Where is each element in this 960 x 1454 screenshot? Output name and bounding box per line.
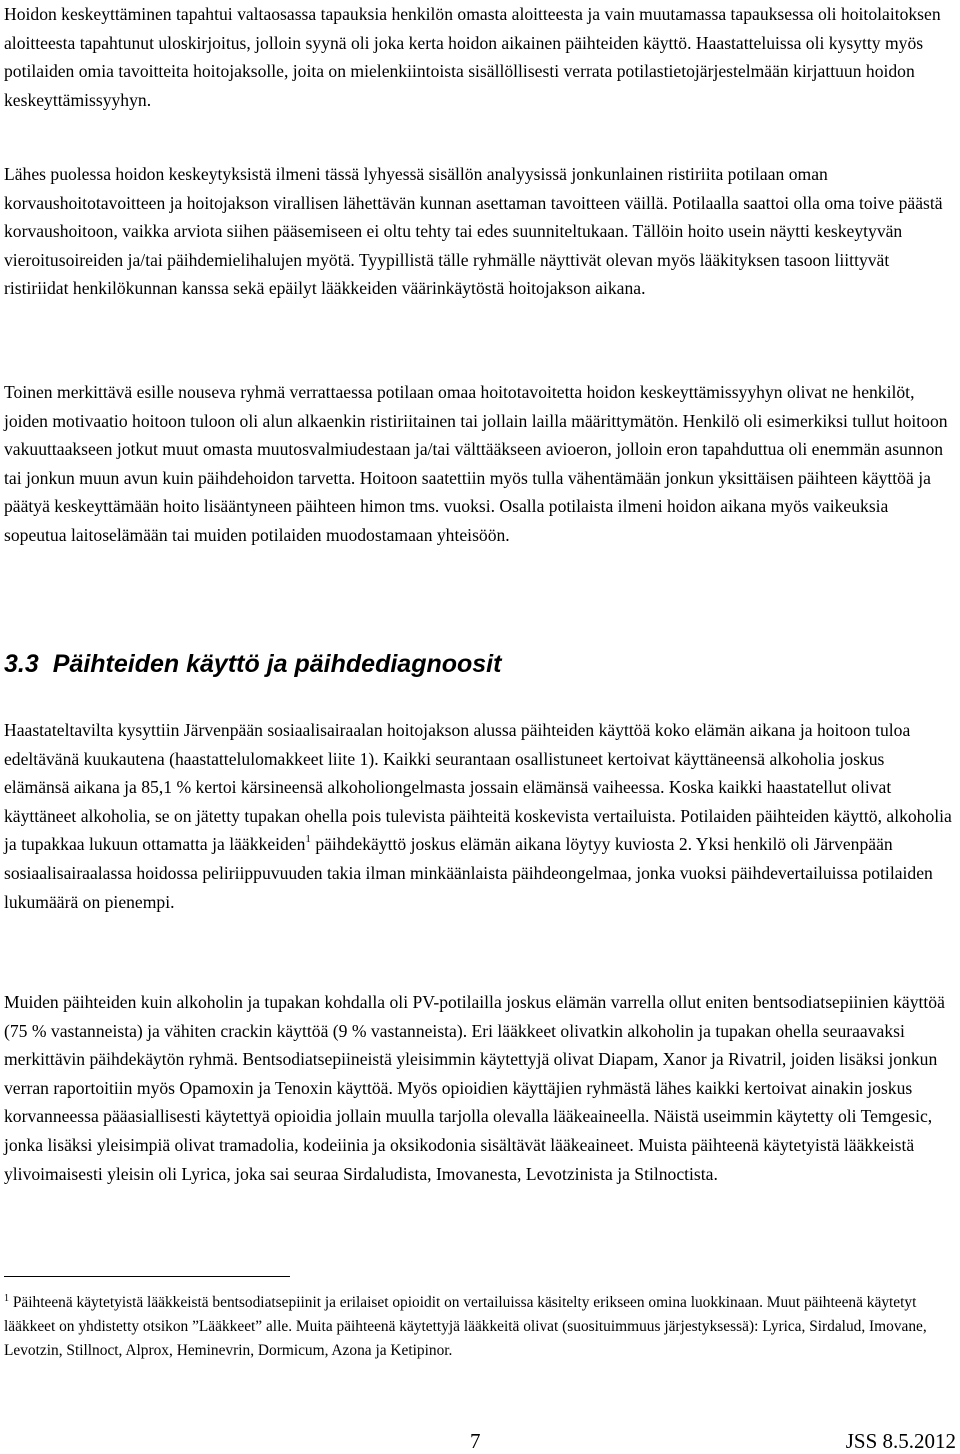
section-paragraph-2: Muiden päihteiden kuin alkoholin ja tupakan kohdalla oli PV-potilailla joskus elämän varrella ollut eniten bentsodiatsepiinien käyttöä (75 % vastanneista) ja vähiten crackin käyttöä (9 % vastanneista). Eri lääkkeet olivatkin alkoholin ja tupakan ohella seuraavaksi merkittävin päihdekäytön ryhmä. Bentsodiatsepiineistä yleisimmin käytettyjä olivat Diapam, Xanor ja Rivatril, joiden lisäksi jonkun verran raportoitiin myös Opamoxin ja Tenoxin käyttöä. Myös opioidien käyttäjien ryhmästä lähes kaikki kertoivat ainakin joskus korvanneessa pääasiallisesti käytettyä opioidia jollain muulla tarjolla olevalla lääkeaineella. Näistä useimmin käytetty oli Temgesic, jonka lisäksi yleisimpiä olivat tramadolia, kodeiinia ja oksikodonia sisältävät lääkeaineet. Muista päihteenä käytetyistä lääkkeistä ylivoimaisesti yleisin oli Lyrica, joka sai seuraa Sirdaludista, Imovanesta, Levotzinista ja Stilnoctista. [4,992,945,1184]
section-paragraph-1 [4,716,954,916]
body-paragraph-2: Lähes puolessa hoidon keskeytyksistä ilmeni tässä lyhyessä sisällön analyysissä jonkunlainen ristiriita potilaan oman korvaushoitotavoitteen ja hoitojakson virallisen lähettävän kunnan asettaman tavoitteen väillä. Potilaalla saattoi olla oma toive päästä korvaushoitoon, vaikka arviota siihen pääsemiseen ei oltu tehty tai edes suunniteltukaan. Tällöin hoito usein näytti keskeytyvän vieroitusoireiden ja/tai päihdemielihalujen myötä. Tyypillistä tälle ryhmälle näyttivät olevan myös lääkityksen tasoon liittyvät ristiriidat henkilökunnan kanssa sekä epäilyt lääkkeiden väärinkäytöstä hoitojakson aikana. [4,164,943,299]
section-heading [4,648,501,680]
footnote-marker: 1 [4,1293,9,1304]
body-paragraph-3: Toinen merkittävä esille nouseva ryhmä verrattaessa potilaan omaa hoitotavoitetta hoidon keskeyttämissyyhyn olivat ne henkilöt, joiden motivaatio hoitoon tuloon oli alun alkaenkin ristiriitainen tai jollain lailla määrittymätön. Henkilö oli esimerkiksi tullut hoitoon vakuuttaakseen jotkut muut omasta muutosvalmiudestaan ja/tai välttääkseen avioeron, jolloin eron tapahduttua oli enemmän asunnon tai jonkun muun avun kuin päihdehoidon tarvetta. Hoitoon saatettiin myös tulla vähentämään jonkun yksittäisen päihteen käyttöä ja päätyä keskeyttämään hoito lisääntyneen päihteen himon tms. vuoksi. Osalla potilaista ilmeni hoidon aikana myös vaikeuksia sopeutua laitoselämään tai muiden potilaiden muodostamaan yhteisöön. [4,382,948,545]
footnote [4,1291,954,1364]
body-paragraph-1: Hoidon keskeyttäminen tapahtui valtaosassa tapauksia henkilön omasta aloitteesta ja vain muutamassa tapauksessa oli hoitolaitoksen aloitteesta tapahtunut uloskirjoitus, jolloin syynä oli joka kerta hoidon aikainen päihteiden käyttö. Haastatteluissa oli kysytty myös potilaiden omia tavoitteita hoitojaksolle, joita on mielenkiintoista sisällöllisesti verrata potilastietojärjestelmään kirjattuun hoidon keskeyttämissyyhyn. [4,4,941,110]
section-title: Päihteiden käyttö ja päihdediagnoosit [52,650,502,678]
page-number: 7 [470,1429,481,1453]
footnote-text: Päihteenä käytetyistä lääkkeistä bentsodiatsepiinit ja erilaiset opioidit on vertailuissa käsitelty erikseen omina luokkinaan. Muut päihteenä käytetyt lääkkeet on yhdistetty otsikon ”Lääkkeet” alle. Muita päihteenä käytettyjä lääkkeitä olivat (suosituimmuus järjestyksessä): Lyrica, Sirdalud, Imovane, Levotzin, Stillnoct, Alprox, Heminevrin, Dormicum, Azona ja Ketipinor. [4,1294,927,1360]
section-paragraph-1-text: Haastateltavilta kysyttiin Järvenpään sosiaalisairaalan hoitojakson alussa päihteiden käyttöä koko elämän aikana ja hoitoon tuloa edeltävänä kuukautena (haastattelulomakkeet liite 1). Kaikki seurantaan osallistuneet kertoivat käyttäneensä alkoholia joskus elämänsä aikana ja 85,1 % kertoi kärsineensä alkoholiongelmasta jossain elämänsä vaiheessa. Koska kaikki haastatellut olivat käyttäneet alkoholia, se on jätetty tupakan ohella pois tulevista päihteitä koskevista vertailuista. Potilaiden päihteiden käyttö, alkoholia ja tupakkaa lukuun ottamatta ja lääkkeiden [4,720,952,855]
section-paragraph-1-continuation: päihdekäyttö joskus elämän aikana löytyy kuviosta 2. Yksi henkilö oli Järvenpään sosiaalisairaalassa hoidossa peliriippuvuuden takia ilman minkäänlaista päihdeongelmaa, jonka vuoksi päihdevertailuissa potilaiden lukumäärä on pienempi. [4,834,933,912]
footnote-reference: 1 [305,833,311,846]
section-number: 3.3 [4,650,39,678]
document-id: JSS 8.5.2012 [845,1429,956,1453]
footnote-separator [4,1276,290,1277]
